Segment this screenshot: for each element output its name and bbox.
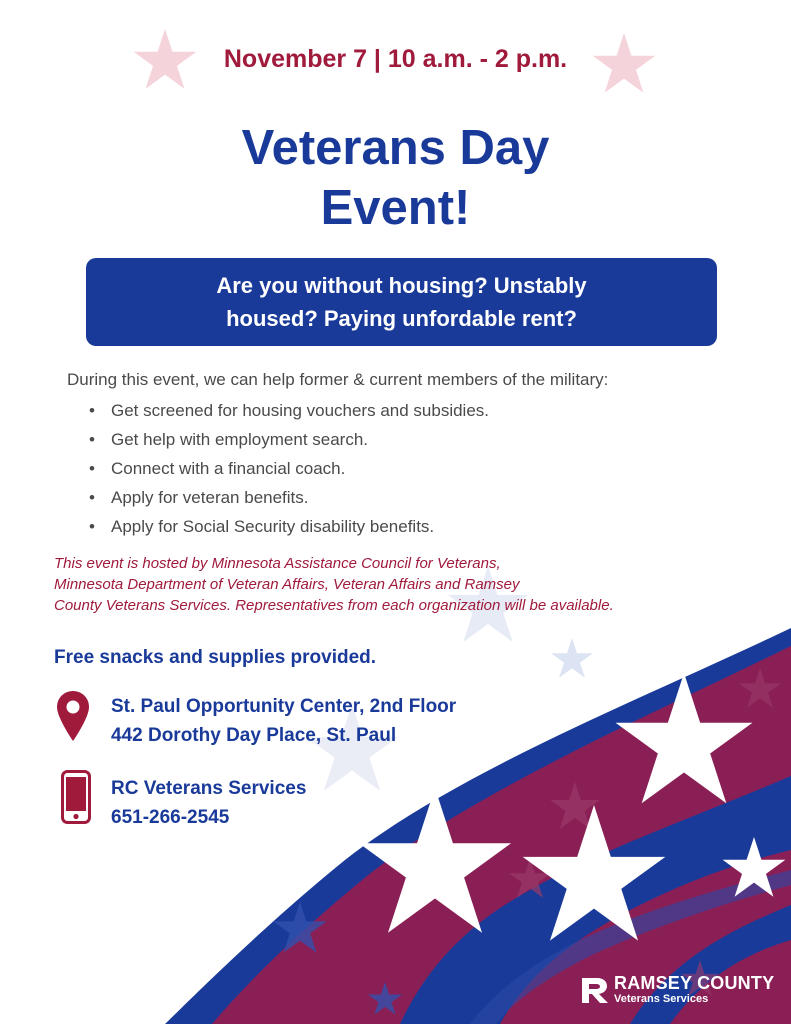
list-item: • Apply for Social Security disability benefits. <box>89 512 489 541</box>
list-item: • Connect with a financial coach. <box>89 454 489 483</box>
list-item: • Get screened for housing vouchers and subsidies. <box>89 396 489 425</box>
banner-line-1: Are you without housing? Unstably <box>216 273 587 298</box>
hosted-line-2: Minnesota Department of Veteran Affairs, Veteran Affairs and Ramsey <box>54 576 520 593</box>
snacks-note: Free snacks and supplies provided. <box>54 647 377 668</box>
services-intro: During this event, we can help former & current members of the military: <box>67 370 609 389</box>
logo-subtitle: Veterans Services <box>614 993 709 1005</box>
title-line-1: Veterans Day <box>241 121 550 175</box>
contact-phone: 651-266-2545 <box>111 807 230 828</box>
ramsey-county-logo-icon <box>580 976 610 1004</box>
hosted-line-3: County Veterans Services. Representatives from each organization will be available. <box>54 597 614 614</box>
contact-name: RC Veterans Services <box>111 778 307 799</box>
housing-question-banner <box>86 258 717 346</box>
contact-info <box>111 774 306 832</box>
location-pin-icon <box>56 690 90 742</box>
location-address: 442 Dorothy Day Place, St. Paul <box>111 725 397 746</box>
list-item: • Apply for veteran benefits. <box>89 483 489 512</box>
title-line-2: Event! <box>320 181 471 235</box>
page-title <box>0 118 791 238</box>
services-list <box>89 396 489 541</box>
event-date-time: November 7 | 10 a.m. - 2 p.m. <box>223 45 568 73</box>
phone-icon <box>61 770 91 824</box>
location-venue: St. Paul Opportunity Center, 2nd Floor <box>111 696 457 717</box>
ramsey-county-logo <box>580 972 780 1008</box>
list-item: • Get help with employment search. <box>89 425 489 454</box>
hosted-line-1: This event is hosted by Minnesota Assistance Council for Veterans, <box>54 555 501 572</box>
hosted-by-note <box>54 553 774 616</box>
logo-name: RAMSEY COUNTY <box>614 973 775 993</box>
banner-line-2: housed? Paying unfordable rent? <box>226 306 577 331</box>
event-location <box>111 692 456 750</box>
